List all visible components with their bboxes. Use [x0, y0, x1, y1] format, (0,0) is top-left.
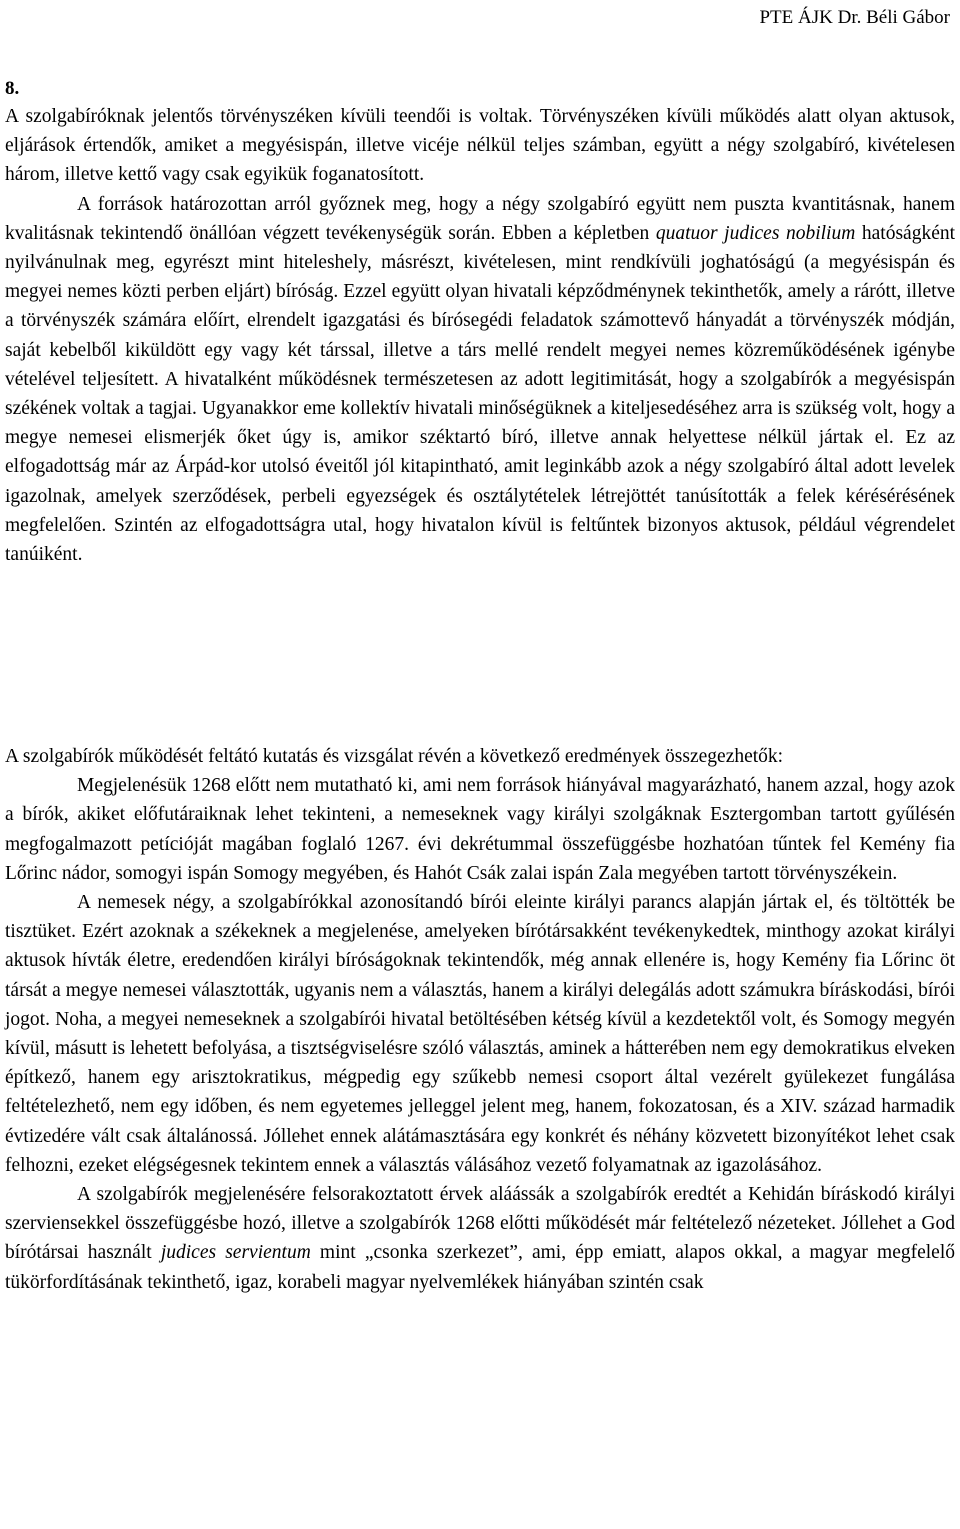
paragraph-2 [5, 190, 955, 570]
summary-paragraph-1: Megjelenésük 1268 előtt nem mutatható ki, ami nem források hiányával magyarázható, hanem azzal, hogy azok a bírók, akiket előfutáraiknak lehet tekinteni, a nemeseknek vagy királyi szolgáknak Esztergomban tartott gyűlésén megfogalmazott petícióját magában foglaló 1267. évi dekrétummal összefüggésbe hozhatóan tűntek fel Kemény fia Lőrinc nádor, somogyi ispán Somogy megyében, és Hahót Csák zalai ispán Zala megyében tartott törvényszékein. [5, 775, 955, 884]
section-number: 8. [5, 78, 20, 99]
summary-body [5, 742, 955, 1297]
summary-paragraph-2: A nemesek négy, a szolgabírókkal azonosítandó bírói eleinte királyi parancs alapján jártak el, és töltötték be tisztüket. Ezért azoknak a székeknek a megjelenése, amelyeken bírótársakként tevékenykedtek, minthogy azokat királyi aktusok hívták életre, eredendően királyi bíróságoknak tekintendők, még annak ellenére is, hogy Kemény fia Lőrinc öt társát a megye nemesei választották, ugyanis nem a választás, hanem a királyi delegálás adott számukra bíráskodási, bírói jogot. Noha, a megyei nemeseknek a szolgabírói hivatal betöltésében kétség kívül a kezdetektől volt, és Somogy megyén kívül, másutt is lehetett befolyása, a tisztségviselésre szóló választás, aminek a hátterében nem egy demokratikus elveken építkező, hanem egy arisztokratikus, mégpedig egy szűkebb nemesi csoport által vezérelt gyülekezet fungálása feltételezhető, nem egy időben, és nem egyetemes jelleggel jelent meg, hanem, fokozatosan, és a XIV. század harmadik évtizedére vált csak általánossá. Jóllehet ennek alátámasztására egy konkrét és néhány közvetett bizonyítékot lehet csak felhozni, ezeket elégségesnek tekintem ennek a választás válásához vezető folyamatnak az igazolásához. [5, 892, 955, 1176]
page-header: PTE ÁJK Dr. Béli Gábor [759, 7, 950, 28]
summary-intro: A szolgabírók működését feltátó kutatás és vizsgálat révén a következő eredmények összegezhetők: [5, 746, 784, 767]
summary-paragraph-3-text-b: mint „csonka szerkezet”, ami, épp emiatt, alapos okkal, a magyar megfelelő tükörfordításának tekinthető, igaz, korabeli magyar nyelvemlékek hiányában szintén csak [5, 1242, 956, 1293]
summary-paragraph-3-latin-term: judices servientum [160, 1242, 311, 1264]
paragraph-2-latin-term: quatuor judices nobilium [655, 222, 856, 244]
summary-paragraph-3-text-a: A szolgabírók megjelenésére felsorakoztatott érvek aláássák a szolgabírók eredtét a Kehidán bíráskodó királyi szerviensekkel összefüggésbe hozó, illetve a szolgabírók 1268 előtti működését már feltételező nézeteket. Jóllehet a God bírótársai használt [5, 1184, 955, 1264]
paragraph-1: A szolgabíróknak jelentős törvényszéken kívüli teendői is voltak. Törvényszéken kívüli működés alatt olyan aktusok, eljárások értendők, amiket a megyésispán, illetve vicéje nélkül teljes számban, együtt a négy szolgabíró, kivételesen három, illetve kettő vagy csak egyikük foganatosított. [5, 106, 955, 186]
paragraph-2-text-a: A források határozottan arról győznek meg, hogy a négy szolgabíró együtt nem puszta kvantitásnak, hanem kvalitásnak tekintendő önállóan végzett tevékenységük során. Ebben a képletben [5, 193, 955, 244]
paragraph-2-text-b: hatóságként nyilvánulnak meg, egyrészt mint hiteleshely, másrészt, kivételesen, mint rendkívüli joghatóságú (a megyésispán és megyei nemes közti perben eljárt) bíróság. Ezzel együtt olyan hivatali képződménynek tekinthetők, amely a rárótt, illetve a törvényszék számára előírt, elrendelt igazgatási és bírósegédi feladatok számottevő hányadát a törvényszék módján, saját kebelből kiküldött egy vagy két társsal, illetve a társ mellé rendelt megyei nemes közreműködésének igénybe vételével teljesített. A hivatalként működésnek természetesen az adott legitimitását, hogy a szolgabírók a megyésispán székének voltak a tagjai. Ugyanakkor eme kollektív hivatali minőségüknek a kiteljesedéséhez arra is szükség volt, hogy a megye nemesei elismerjék őket úgy is, amikor széktartó bíró, illetve annak helyettese nélkül jártak el. Ez az elfogadottság már az Árpád-kor utolsó éveitől jól kitapintható, amit leginkább azok a négy szolgabíró által adott levelek igazolnak, amelyek szerződések, perbeli egyezségek és osztálytételek létrejöttét tanúsították a felek kérésérésének megfelelően. Szintén az elfogadottságra utal, hogy hivatalon kívül is feltűntek bizonyos aktusok, például végrendelet tanúiként. [5, 222, 956, 566]
section-body [5, 102, 955, 569]
summary-paragraph-3 [5, 1180, 955, 1297]
